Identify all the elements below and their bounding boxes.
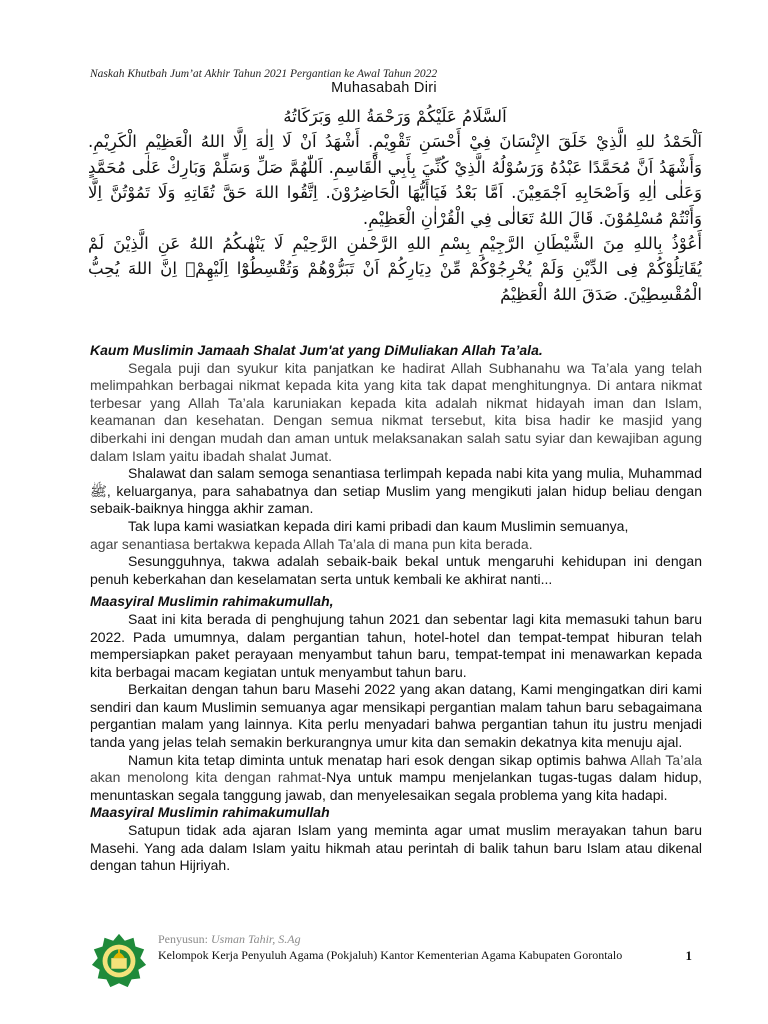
- paragraph-text: Namun kita tetap diminta untuk menatap hari esok dengan sikap optimis bahwa: [128, 751, 627, 768]
- sermon-body: [90, 342, 702, 875]
- paragraph-text: Allah Ta’ala akan menolong kita dengan rahmat-: [90, 751, 702, 786]
- footer-organization: Kelompok Kerja Penyuluh Agama (Pokjaluh) Kantor Kementerian Agama Kabupaten Gorontalo: [158, 948, 623, 962]
- paragraph: Tak lupa kami wasiatkan kepada diri kami pribadi dan kaum Muslimin semuanya,: [128, 517, 629, 534]
- page-title: Muhasabah Diri: [331, 80, 437, 96]
- paragraph: Shalawat dan salam semoga senantiasa terlimpah kepada nabi kita yang mulia, Muhammad ﷺ, keluarganya, para sahabatnya dan setiap Muslim yang mengikuti jalan hidup beliau dengan sebaik-baiknya hingga akhir zaman.: [90, 465, 702, 517]
- paragraph: [90, 752, 702, 805]
- paragraph: Saat ini kita berada di penghujung tahun 2021 dan sebentar lagi kita memasuki tahun baru 2022. Pada umumnya, dalam pergantian tahun, hotel-hotel dan tempat-tempat hiburan telah mempersiapkan paket perayaan menyambut tahun baru, tempat-tempat ini menawarkan kepada kita berbagai macam kegiatan untuk menyambut tahun baru.: [90, 610, 702, 680]
- paragraph-continuation: agar senantiasa bertakwa kepada Allah Ta’ala di mana pun kita berada.: [90, 535, 533, 552]
- footer-author: [158, 932, 301, 947]
- paragraph-text: Nya untuk mampu menjelankan tugas-tugas dalam hidup, menuntaskan segala tanggung jawab, dan menyelesaikan segala problema yang kita hadapi.: [90, 769, 702, 803]
- page-number: 1: [685, 948, 692, 963]
- kemenag-logo-icon: [90, 932, 148, 990]
- section-heading-1: Kaum Muslimin Jamaah Shalat Jum'at yang DiMuliakan Allah Ta’ala.: [90, 342, 543, 358]
- arabic-opening: [88, 104, 702, 307]
- running-header: Naskah Khutbah Jum’at Akhir Tahun 2021 Pergantian ke Awal Tahun 2022: [90, 68, 438, 80]
- paragraph: Berkaitan dengan tahun baru Masehi 2022 yang akan datang, Kami mengingatkan diri kami sendiri dan kaum Muslimin semuanya agar mensikapi pergantian malam tahun baru sebagaimana pergantian malam yang lainnya. Kita perlu menyadari bahwa pergantian tahun itu justru menjadi tanda yang jelas telah semakin berkurangnya umur kita dan semakin dekatnya kita menuju ajal.: [90, 681, 702, 751]
- paragraph: Sesungguhnya, takwa adalah sebaik-baik bekal untuk mengaruhi kehidupan ini dengan penuh keberkahan dan keselamatan serta untuk kembali ke akhirat nanti...: [90, 553, 702, 587]
- arabic-hamdalah: اَلْحَمْدُ للهِ الَّذِيْ خَلَقَ الإِنْسَانَ فِيْ أَحْسَنِ تَقْوِيْمٍ. أَشْهَدُ اَنْ لَا اِلٰهَ اِلَّا اللهُ الْعَظِيْمِ الْكَرِيْمِ. وَأَشْهَدُ اَنَّ مُحَمَّدًا عَبْدُهُ وَرَسُوْلُهُ الَّذِيْ كُنِّيَ بِأَبِي الْقَاسِمِ. اَللّٰهُمَّ صَلِّ وَسَلِّمْ وَبَارِكْ عَلٰى مُحَمَّدٍ وَعَلٰى اٰلِهِ وَاَصْحَابِهِ اَجْمَعِيْنَ. اَمَّا بَعْدُ فَيَاأَيُّهَا الْحَاضِرُوْنَ. اِتَّقُوا اللهَ حَقَّ تُقَاتِهِ وَلَا تَمُوْتُنَّ اِلَّا وَأَنْتُمْ مُسْلِمُوْنَ. قَالَ اللهُ تَعَالٰى فِي الْقُرْاٰنِ الْعَظِيْمِ.: [88, 132, 702, 228]
- paragraph-text: Segala puji dan syukur kita panjatkan ke hadirat Allah Subhanahu wa Ta’ala yang telah melimpahkan berbagai nikmat kepada kita yang kita tak dapat menghitungnya. Di antara nikmat terbesar yang Allah Ta’ala karuniakan kepada kita adalah nikmat hidayah iman dan Islam, keamanan dan kesehatan. Dengan semua nikmat tersebut, kita bisa hadir ke masjid yang diberkahi ini dengan mudah dan aman untuk melaksanakan salah satu syiar dan kewajiban agung dalam Islam yaitu ibadah shalat Jumat.: [90, 359, 702, 464]
- section-heading-2: Maasyiral Muslimin rahimakumullah,: [90, 593, 334, 610]
- section-heading-3: Maasyiral Muslimin rahimakumullah: [90, 804, 330, 821]
- author-name: Usman Tahir, S.Ag: [211, 932, 301, 946]
- paragraph: [90, 360, 702, 466]
- arabic-salam: اَلسَّلَامُ عَلَيْكُمْ وَرَحْمَةُ اللهِ وَبَرَكَاتُهُ: [283, 107, 507, 126]
- arabic-verse: أَعُوْذُ بِاللهِ مِنَ الشَّيْطَانِ الرَّجِيْمِ بِسْمِ اللهِ الرَّحْمٰنِ الرَّحِيْمِ لَا يَنْهٰىكُمُ اللهُ عَنِ الَّذِيْنَ لَمْ يُقَاتِلُوْكُمْ فِى الدِّيْنِ وَلَمْ يُخْرِجُوْكُمْ مِّنْ دِيَارِكُمْ اَنْ تَبَرُّوْهُمْ وَتُقْسِطُوْٓا اِلَيْهِمْۗ اِنَّ اللهَ يُحِبُّ الْمُقْسِطِيْنَ. صَدَقَ اللهُ الْعَظِيْمُ: [88, 234, 702, 304]
- paragraph: Satupun tidak ada ajaran Islam yang meminta agar umat muslim merayakan tahun baru Masehi. Yang ada dalam Islam yaitu hikmah atau perintah di balik tahun baru Islam atau dikenal dengan tahun Hijriyah.: [90, 822, 702, 874]
- author-label: Penyusun:: [158, 932, 209, 946]
